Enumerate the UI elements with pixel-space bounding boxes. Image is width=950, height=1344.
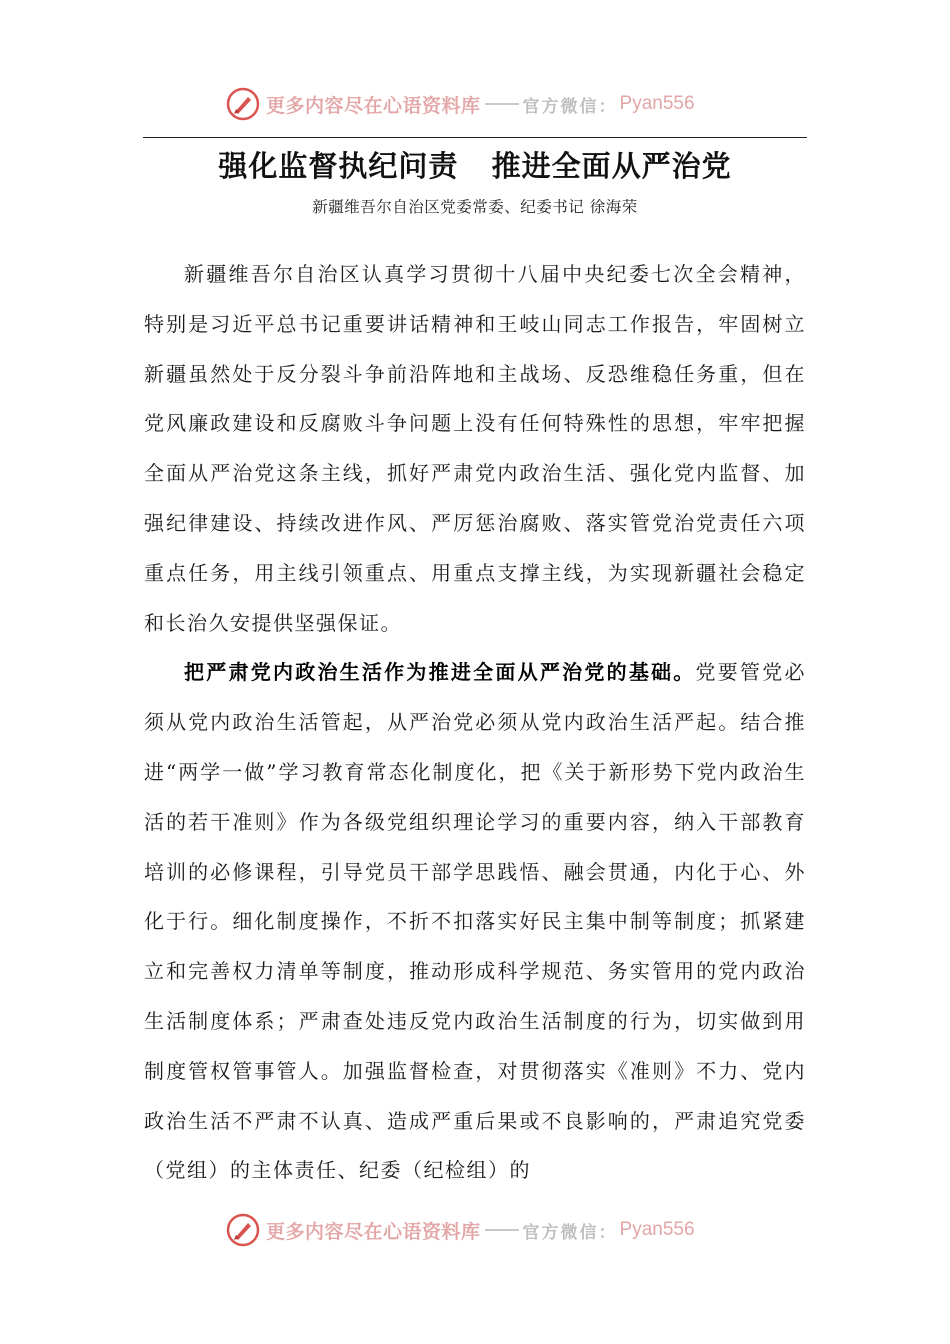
pen-logo-icon — [226, 87, 260, 121]
document-title: 强化监督执纪问责 推进全面从严治党 — [218, 149, 732, 183]
watermark-label: 官方微信： — [522, 1222, 618, 1243]
watermark-dash — [485, 103, 519, 105]
watermark-name: 更多内容尽在心语资料库 — [266, 1220, 481, 1243]
document-byline: 新疆维吾尔自治区党委常委、纪委书记 徐海荣 — [312, 198, 638, 216]
watermark-dash — [485, 1229, 519, 1231]
watermark-wechat-id: Pyan556 — [619, 1219, 695, 1240]
watermark-wechat-id: Pyan556 — [619, 93, 695, 114]
paragraph — [144, 250, 806, 648]
header-watermark — [226, 84, 746, 124]
watermark-name: 更多内容尽在心语资料库 — [266, 94, 481, 117]
pen-logo-icon — [226, 1213, 260, 1247]
paragraph-text: 新疆维吾尔自治区认真学习贯彻十八届中央纪委七次全会精神，特别是习近平总书记重要讲话精神和王岐山同志工作报告，牢固树立新疆虽然处于反分裂斗争前沿阵地和主战场、反恐维稳任务重，但在党风廉政建设和反腐败斗争问题上没有任何特殊性的思想，牢牢把握全面从严治党这条主线，抓好严肃党内政治生活、强化党内监督、加强纪律建设、持续改进作风、严厉惩治腐败、落实管党治党责任六项重点任务，用主线引领重点、用重点支撑主线，为实现新疆社会稳定和长治久安提供坚强保证。 — [144, 262, 806, 635]
paragraph-lead: 把严肃党内政治生活作为推进全面从严治党的基础。 — [184, 660, 696, 685]
footer-watermark — [226, 1210, 746, 1250]
document-body — [144, 250, 806, 1196]
paragraph — [144, 648, 806, 1196]
paragraph-text: 党要管党必须从党内政治生活管起，从严治党必须从党内政治生活严起。结合推进“两学一做”学习教育常态化制度化，把《关于新形势下党内政治生活的若干准则》作为各级党组织理论学习的重要内容，纳入干部教育培训的必修课程，引导党员干部学思践悟、融会贯通，内化于心、外化于行。细化制度操作，不折不扣落实好民主集中制等制度；抓紧建立和完善权力清单等制度，推动形成科学规范、务实管用的党内政治生活制度体系；严肃查处违反党内政治生活制度的行为，切实做到用制度管权管事管人。加强监督检查，对贯彻落实《准则》不力、党内政治生活不严肃不认真、造成严重后果或不良影响的，严肃追究党委（党组）的主体责任、纪委（纪检组）的 — [144, 660, 807, 1183]
header-rule — [143, 137, 807, 138]
watermark-label: 官方微信： — [522, 96, 618, 117]
